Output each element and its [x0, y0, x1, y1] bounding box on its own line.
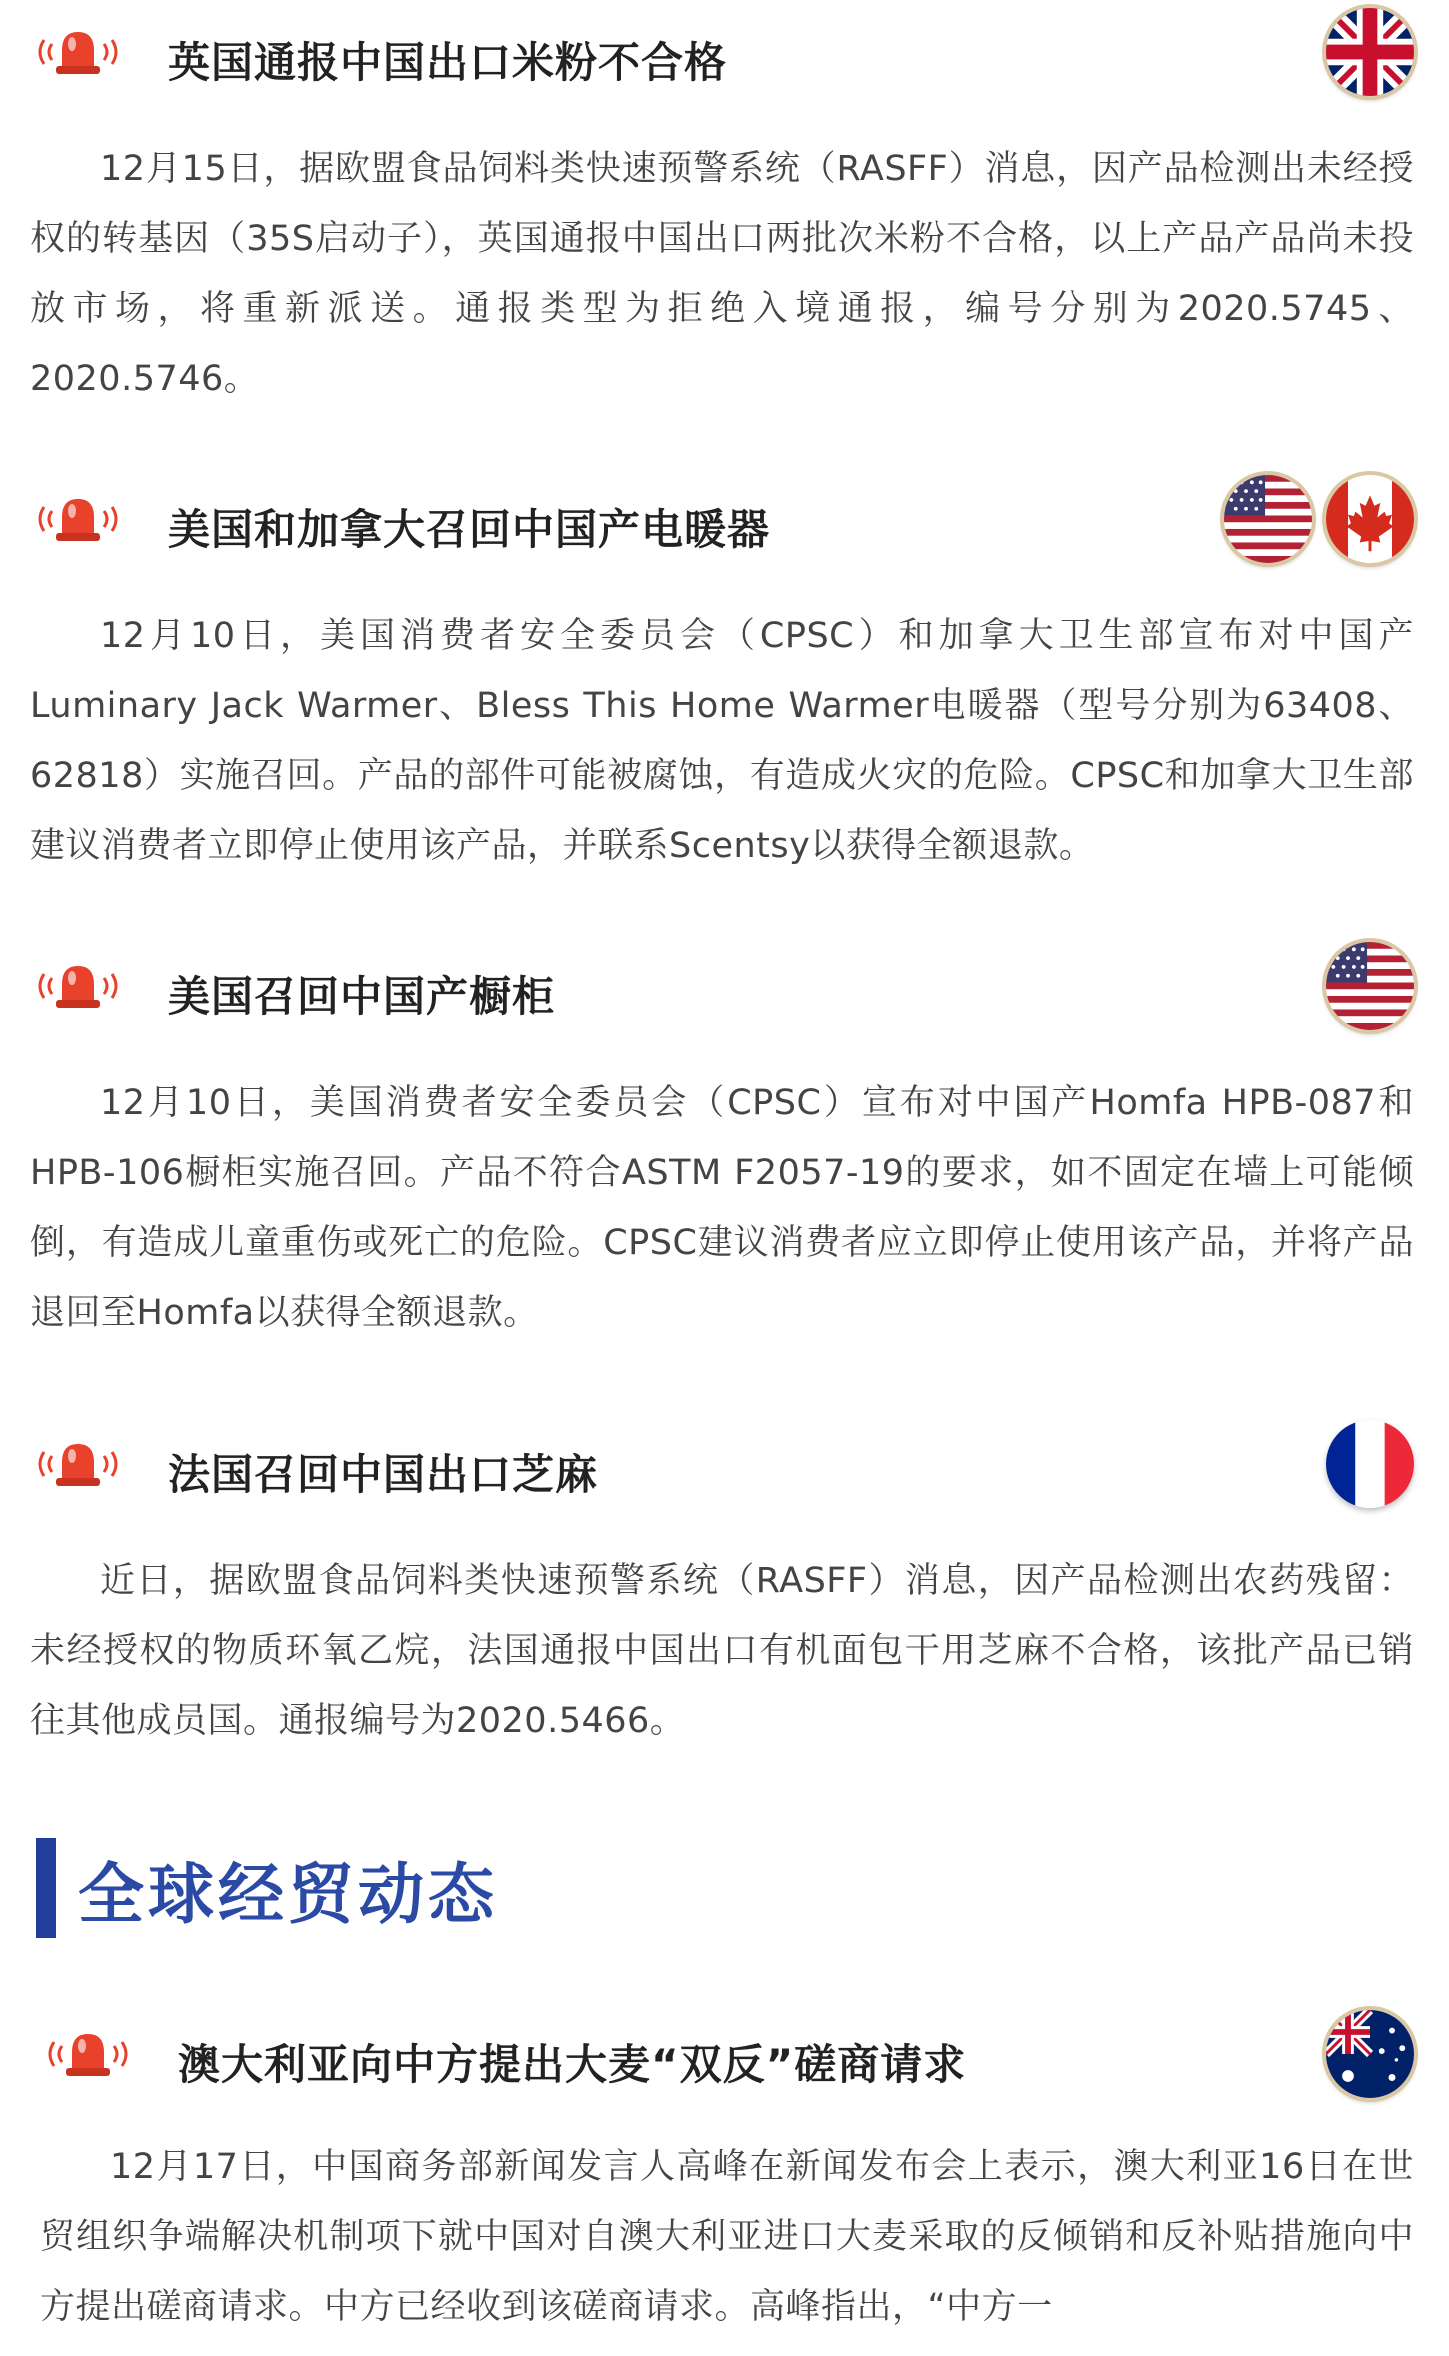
us-flag-icon — [1224, 475, 1312, 563]
article-header — [30, 1420, 1414, 1516]
uk-flag-icon — [1326, 8, 1414, 96]
flag-group — [1326, 2010, 1414, 2098]
flag-group — [1326, 8, 1414, 96]
article-body: 12月15日，据欧盟食品饲料类快速预警系统（RASFF）消息，因产品检测出未经授权的转基因（35S启动子），英国通报中国出口两批次米粉不合格，以上产品产品尚未投放市场，将重新派送。通报类型为拒绝入境通报，编号分别为2020.5745、2020.5746。 — [30, 149, 1414, 399]
canada-flag-icon — [1326, 475, 1414, 563]
us-flag-icon — [1326, 942, 1414, 1030]
alarm-bell-icon — [30, 22, 126, 82]
alarm-bell-icon — [40, 2024, 136, 2084]
article-title: 英国通报中国出口米粉不合格 — [168, 38, 728, 87]
article-header — [30, 8, 1414, 104]
alarm-bell-icon — [30, 489, 126, 549]
article-header — [30, 942, 1414, 1038]
article-france-sesame — [30, 1420, 1414, 1756]
article-body: 12月17日，中国商务部新闻发言人高峰在新闻发布会上表示，澳大利亚16日在世贸组织争端解决机制项下就中国对自澳大利亚进口大麦采取的反倾销和反补贴措施向中方提出磋商请求。中方已经收到该磋商请求。高峰指出，“中方一 — [40, 2147, 1414, 2327]
article-header — [40, 2010, 1414, 2106]
article-title: 美国和加拿大召回中国产电暖器 — [168, 505, 771, 554]
section-accent-bar — [36, 1838, 56, 1938]
article-title: 法国召回中国出口芝麻 — [168, 1450, 599, 1499]
article-body: 近日，据欧盟食品饲料类快速预警系统（RASFF）消息，因产品检测出农药残留：未经授权的物质环氧乙烷，法国通报中国出口有机面包干用芝麻不合格，该批产品已销往其他成员国。通报编号为2020.5466。 — [30, 1561, 1414, 1741]
australia-flag-icon — [1326, 2010, 1414, 2098]
article-title: 美国召回中国产橱柜 — [168, 972, 556, 1021]
article-header — [30, 475, 1414, 571]
article-body: 12月10日，美国消费者安全委员会（CPSC）和加拿大卫生部宣布对中国产Luminary Jack Warmer、Bless This Home Warmer电暖器（型号分别为63408、62818）实施召回。产品的部件可能被腐蚀，有造成火灾的危险。CPSC和加拿大卫生部建议消费者立即停止使用该产品，并联系Scentsy以获得全额退款。 — [30, 616, 1414, 866]
article-australia-barley — [40, 2010, 1414, 2342]
flag-group — [1326, 942, 1414, 1030]
article-uk-rice-noodles — [30, 8, 1414, 414]
article-title: 澳大利亚向中方提出大麦“双反”磋商请求 — [178, 2040, 967, 2089]
section-heading — [36, 1838, 498, 1938]
alarm-bell-icon — [30, 956, 126, 1016]
article-us-canada-warmers — [30, 475, 1414, 881]
section-title: 全球经贸动态 — [78, 1855, 498, 1933]
france-flag-icon — [1326, 1420, 1414, 1508]
article-us-cabinets — [30, 942, 1414, 1348]
flag-group — [1326, 1420, 1414, 1508]
alarm-bell-icon — [30, 1434, 126, 1494]
article-body: 12月10日，美国消费者安全委员会（CPSC）宣布对中国产Homfa HPB-087和HPB-106橱柜实施召回。产品不符合ASTM F2057-19的要求，如不固定在墙上可能倾倒，有造成儿童重伤或死亡的危险。CPSC建议消费者应立即停止使用该产品，并将产品退回至Homfa以获得全额退款。 — [30, 1083, 1414, 1333]
flag-group — [1224, 475, 1414, 563]
